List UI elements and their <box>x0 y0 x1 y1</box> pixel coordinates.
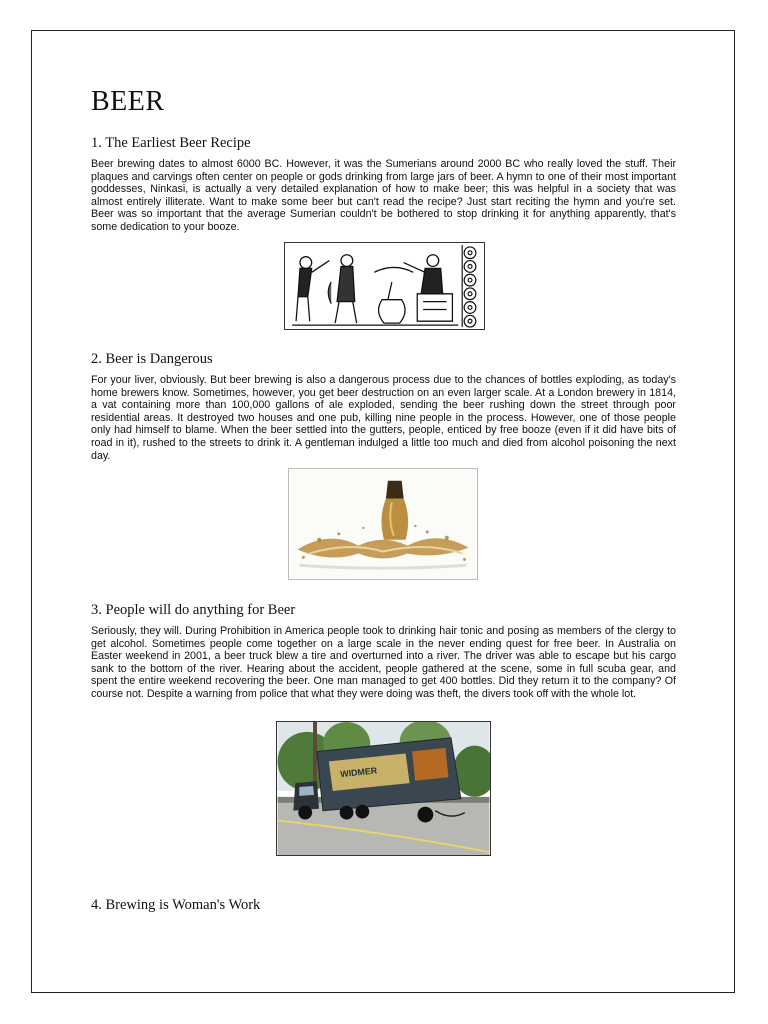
overturned-beer-truck-image <box>276 721 491 856</box>
section-3-text: Seriously, they will. During Prohibition in America people took to drinking hair tonic and posing as members of the clergy to get alcohol. Sometimes people come together on a large scale in the never ending quest for free beer. In Australia on Easter weekend in 2001, a beer truck blew a tire and overturned into a river. The driver was able to escape but his cargo sank to the bottom of the river. Hearing about the accident, people gathered at the scene, some in full scuba gear, and spent the entire weekend recovering the beer. One man managed to get 400 bottles. Did they return it to the company? Of course not. Despite a warning from police that what they were doing was theft, the divers took off with the whole lot. <box>91 625 676 700</box>
truck-lettering: WIDMER <box>339 765 378 780</box>
sumerian-carving-image <box>284 242 485 330</box>
document-title: BEER <box>91 86 165 117</box>
section-2-text: For your liver, obviously. But beer brewing is also a dangerous process due to the chances of bottles exploding, as today's home brewers know. Sometimes, however, you get beer destruction on an even larger scale. At a London brewery in 1814, a vat containing more than 100,000 gallons of ale exploded, sending the beer rushing down the street through poor residential areas. It destroyed two houses and one pub, killing nine people in the process. However, one of those people only had himself to blame. When the beer settled into the gutters, people, enticed by free booze (even if it did have bits of road in it), rushed to the streets to drink it. A gentleman indulged a little too much and died from alcohol poisoning the next day. <box>91 374 676 462</box>
section-1-text: Beer brewing dates to almost 6000 BC. However, it was the Sumerians around 2000 BC who really loved the stuff. Their plaques and carvings often center on people or gods drinking from large jars of beer. A hymn to one of their most important goddesses, Ninkasi, is actually a very detailed explanation of how to make beer; this was helpful in a society that was almost entirely illiterate. Want to make some beer but can't read the recipe? Just start reciting the hymn and you're set. Beer was so important that the average Sumerian couldn't be bothered to stop drinking it for anything apparently, that's some dedication to your booze. <box>91 158 676 233</box>
section-3-heading: 3. People will do anything for Beer <box>91 602 296 618</box>
section-2-heading: 2. Beer is Dangerous <box>91 351 213 367</box>
exploding-beer-bottle-image <box>288 468 478 580</box>
section-4-heading: 4. Brewing is Woman's Work <box>91 897 261 913</box>
section-1-heading: 1. The Earliest Beer Recipe <box>91 135 251 151</box>
